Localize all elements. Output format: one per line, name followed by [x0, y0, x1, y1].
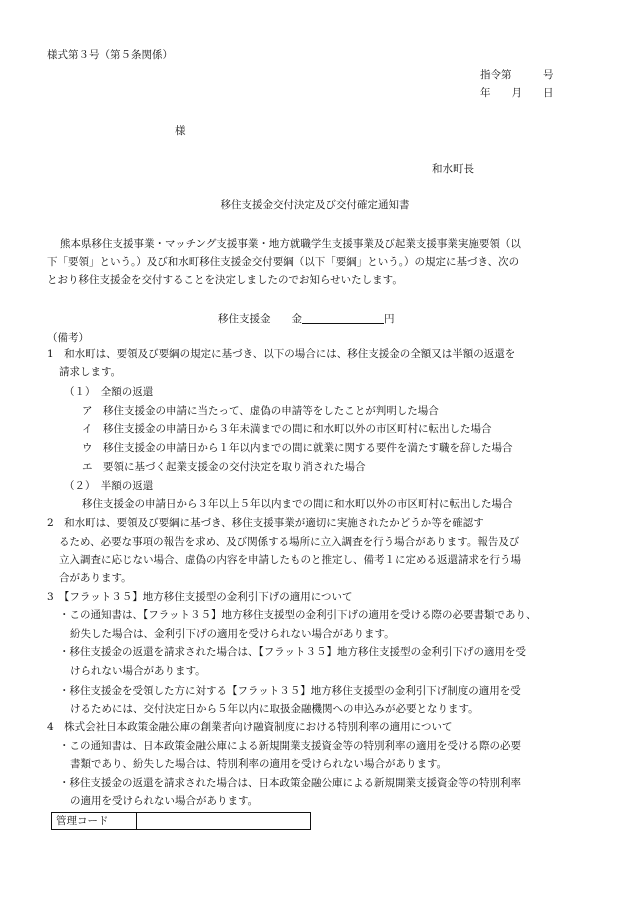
remark-line: 書類であり、紛失した場合は、特別利率の適用を受けられない場合があります。: [70, 758, 448, 770]
remark-line: ・この通知書は、日本政策金融公庫による新規開業支援資金等の特別利率の適用を受ける際の必要: [59, 740, 521, 752]
amount-label: 移住支援金 金: [218, 313, 302, 325]
intro-line: 下「要領」という。）及び和水町移住支援金交付要綱（以下「要綱」という。）の規定に基づき、次の: [47, 256, 520, 268]
remark-line: 立入調査に応じない場合、虚偽の内容を申請したものと推定し、備考１に定める返還請求を行う場: [59, 554, 521, 566]
remark-line: 移住支援金の申請日から３年以上５年以内までの間に和水町以外の市区町村に転出した場合: [82, 498, 513, 510]
directive-number: 指令第 号: [480, 69, 554, 81]
issue-date: 年 月 日: [480, 87, 554, 99]
intro-line: 熊本県移住支援事業・マッチング支援事業・地方就職学生支援事業及び起業支援事業実施要領（以: [60, 238, 521, 250]
management-code-field[interactable]: [137, 813, 311, 830]
document-title: 移住支援金交付決定及び交付確定通知書: [220, 199, 410, 211]
amount-row: [218, 311, 395, 326]
remark-line: 合があります。: [59, 572, 132, 584]
management-code-label: 管理コード: [52, 813, 137, 830]
addressee-suffix: 様: [175, 125, 186, 137]
intro-line: とおり移住支援金を交付することを決定しましたのでお知らせいたします。: [47, 274, 403, 286]
management-code-table: [51, 812, 311, 830]
remark-line: るため、必要な事項の報告を求め、及び関係する場所に立入調査を行う場合があります。報告及び: [59, 536, 520, 548]
remark-line: ウ 移住支援金の申請日から１年以内までの間に就業に関する要件を満たす職を辞した場合: [82, 442, 513, 454]
issuer-name: 和水町長: [432, 163, 474, 175]
remark-line: けられない場合があります。: [70, 665, 206, 677]
remark-line: エ 要領に基づく起業支援金の交付決定を取り消された場合: [82, 461, 366, 473]
remark-line: 1 和水町は、要領及び要綱の規定に基づき、以下の場合には、移住支援金の全額又は半額の返還を: [47, 348, 516, 360]
remark-line: イ 移住支援金の申請日から３年未満までの間に和水町以外の市区町村に転出した場合: [82, 423, 492, 435]
remark-line: ・移住支援金の返還を請求された場合は、【フラット３５】地方移住支援型の金利引下げの適用を受: [59, 646, 527, 658]
remark-line: 4 株式会社日本政策金融公庫の創業者向け融資制度における特別利率の適用について: [47, 721, 453, 733]
remark-line: ア 移住支援金の申請に当たって、虚偽の申請等をしたことが判明した場合: [82, 405, 439, 417]
remark-line: ・移住支援金を受領した方に対する【フラット３５】地方移住支援型の金利引下げ制度の適用を受: [59, 685, 521, 697]
remark-line: けるためには、交付決定日から５年以内に取扱金融機関への申込みが必要となります。: [70, 703, 479, 715]
remark-line: 紛失した場合は、金利引下げの適用を受けられない場合があります。: [70, 628, 395, 640]
remark-line: ・この通知書は、【フラット３５】地方移住支援型の金利引下げの適用を受ける際の必要書類であり、: [59, 609, 537, 621]
remark-line: （１） 全額の返還: [64, 386, 154, 398]
remark-line: の適用を受けられない場合があります。: [70, 795, 259, 807]
remark-line: （２） 半額の返還: [64, 480, 154, 492]
amount-unit: 円: [384, 313, 395, 325]
amount-blank: [302, 311, 384, 324]
remark-line: 3 【フラット３５】地方移住支援型の金利引下げの適用について: [47, 591, 353, 603]
form-number: 様式第３号（第５条関係）: [47, 49, 173, 61]
remark-line: 請求します。: [59, 366, 122, 378]
remarks-heading: （備考）: [47, 332, 89, 344]
remark-line: ・移住支援金の返還を請求された場合は、日本政策金融公庫による新規開業支援資金等の特別利率: [59, 777, 521, 789]
remark-line: 2 和水町は、要領及び要綱に基づき、移住支援事業が適切に実施されたかどうか等を確認す: [47, 517, 484, 529]
